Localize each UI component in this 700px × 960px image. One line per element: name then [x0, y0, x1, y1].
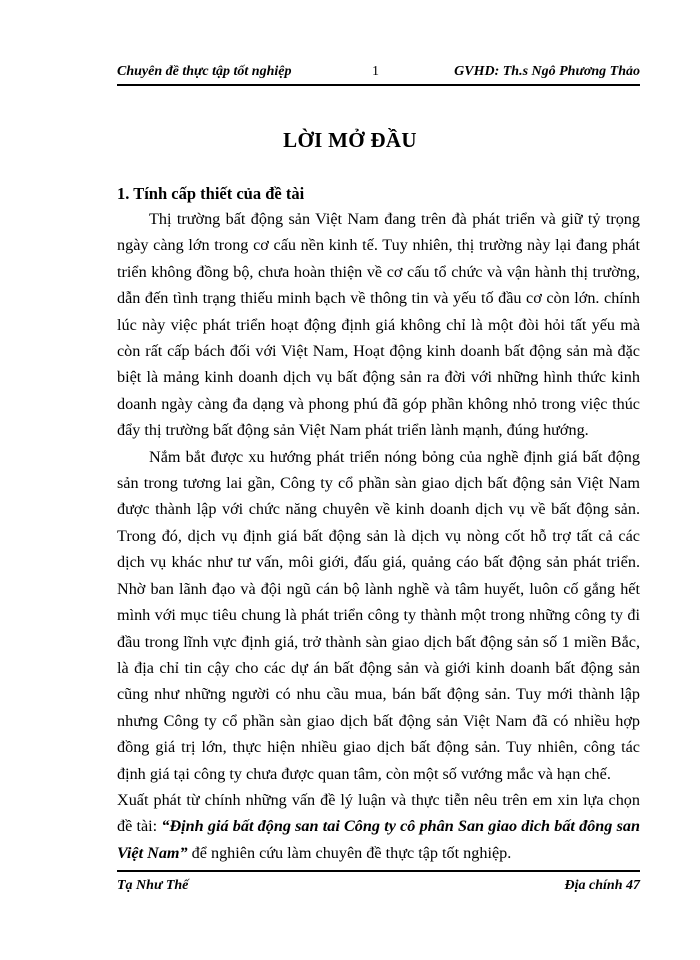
- paragraph-3-lead: Xuất phát từ chính những vấn đề lý luận và thực tiễn nêu trên em xin lựa chọn đề tài:: [117, 790, 640, 836]
- paragraph-3-tail: để nghiên cứu làm chuyên đề thực tập tốt nghiệp.: [187, 843, 512, 862]
- page-footer: [117, 870, 640, 896]
- body-text: [117, 206, 640, 866]
- paragraph-1: Thị trường bất động sản Việt Nam đang trên đà phát triển và giữ tỷ trọng ngày càng lớn trong cơ cấu nền kinh tế. Tuy nhiên, thị trường này lại đang phát triển không đồng bộ, chưa hoàn thiện về cơ cấu tổ chức và vận hành thị trường, dẫn đến tình trạng thiếu minh bạch về thông tin và yếu tố đầu cơ còn lớn. chính lúc này việc phát triển hoạt động định giá không chỉ là một đòi hỏi tất yếu mà còn rất cấp bách đối với Việt Nam, Hoạt động kinh doanh bất động sản mà đặc biệt là mảng kinh doanh dịch vụ bất động sản ra đời với những hình thức kinh doanh ngày càng đa dạng và phong phú đã góp phần không nhỏ trong việc thúc đẩy thị trường bất động sản Việt Nam phát triển lành mạnh, đúng hướng.: [117, 210, 640, 440]
- page-header: [117, 62, 640, 86]
- footer-class: Địa chính 47: [564, 878, 640, 893]
- page-number: 1: [372, 64, 379, 79]
- section-heading: 1. Tính cấp thiết của đề tài: [117, 184, 305, 203]
- paragraph-2: Nắm bắt được xu hướng phát triển nóng bỏng của nghề định giá bất động sản trong tương lai gần, Công ty cổ phần sàn giao dịch bất động sản Việt Nam được thành lập với chức năng chuyên về kinh doanh dịch vụ về bất động sản. Trong đó, dịch vụ định giá bất động sản là dịch vụ nòng cốt hỗ trợ tất cả các dịch vụ khác như tư vấn, môi giới, đấu giá, quảng cáo bất động sản phát triển. Nhờ ban lãnh đạo và đội ngũ cán bộ lành nghề và tâm huyết, luôn cố gắng hết mình với mục tiêu chung là phát triển công ty thành một trong những công ty đi đầu trong lĩnh vực định giá, trở thành sàn giao dịch bất động sản số 1 miền Bắc, là địa chỉ tin cậy cho các dự án bất động sản và giới kinh doanh bất động sản cũng như những người có nhu cầu mua, bán bất động sản. Tuy mới thành lập nhưng Công ty cổ phần sàn giao dịch bất động sản Việt Nam đã có nhiều hợp đồng giá trị lớn, thực hiện nhiều giao dịch bất động sản. Tuy nhiên, công tác định giá tại công ty chưa được quan tâm, còn một số vướng mắc và hạn chế.: [117, 447, 640, 783]
- thesis-topic-title: “Định giá bất động san tai Công ty cô phân San giao dich bất đông san Việt Nam”: [117, 817, 640, 862]
- footer-author: Tạ Như Thế: [117, 878, 189, 893]
- paragraph-3: [117, 787, 640, 866]
- header-supervisor: GVHD: Th.s Ngô Phương Thảo: [454, 64, 640, 79]
- header-document-type: Chuyên đề thực tập tốt nghiệp: [117, 64, 292, 79]
- document-title: LỜI MỞ ĐẦU: [283, 128, 417, 152]
